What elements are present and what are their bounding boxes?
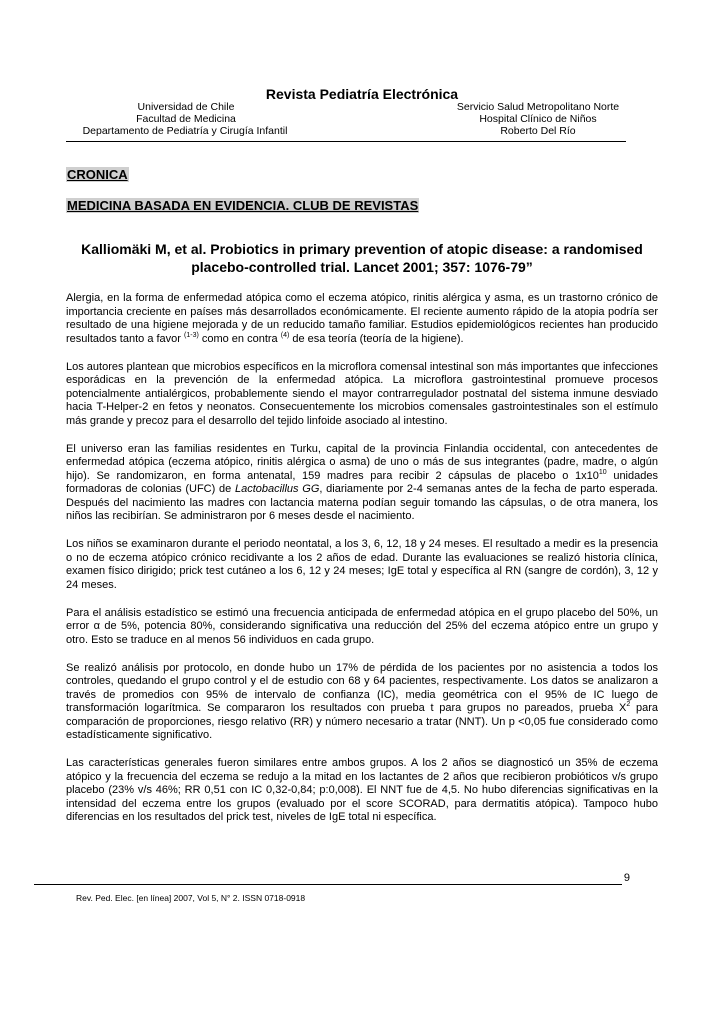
footer-divider [34,884,622,885]
section-heading: CRONICA [67,167,128,182]
paragraph-7: Las características generales fueron similares entre ambos grupos. A los 2 años se diagnosticó un 35% de eczema atópico y la frecuencia del eczema se redujo a la mitad en los lactantes de 2 años que recibieron probióticos v/s grupo placebo (23% v/s 46%; RR 0,51 con IC 0,32-0,84; p:0,008). El NNT fue de 4,5. No hubo diferencias significativas en la intensidad del eczema entre los grupos (evaluado por el score SCORAD, para dermatitis atópica). Tampoco hubo diferencias en los resultados del prick test, niveles de IgE total ni específica. [66,757,658,823]
header-left-line-2: Facultad de Medicina [136,113,236,125]
header-right-line-2: Hospital Clínico de Niños [479,113,597,125]
header-left-line-1: Universidad de Chile [137,101,235,113]
page-number: 9 [623,872,630,884]
paragraph-4: Los niños se examinaron durante el periodo neontatal, a los 3, 6, 12, 18 y 24 meses. El resultado a medir es la presencia o no de eczema atópico crónico recidivante a los 2 años de edad. Durante las evaluaciones se realizó historia clínica, examen físico dirigido; prick test cutáneo a los 6, 12 y 24 meses; IgE total y específica al RN (sangre de cordón), 3, 12 y 24 meses. [66,538,658,591]
article-body [66,292,658,839]
paragraph-1: Alergia, en la forma de enfermedad atópica como el eczema atópico, rinitis alérgica y asma, es un trastorno crónico de importancia creciente en países más desarrollados económicamente. El reciente aumento rápido de la atopia podría ser resultado de una higiene mejorada y de un reducido tamaño familiar. Estudios epidemiológicos recientes han producido resultados tanto a favor $^{(1-3)}$ como en contra $^{(4)}$ de esa teoría (teoría de la higiene). [66,292,658,345]
exponent-sup: 10 [598,468,607,476]
species-name: Lactobacillus GG [234,483,320,495]
article-title: Kalliomäki M, et al. Probiotics in primary prevention of atopic disease: a randomised placebo-controlled trial. Lancet 2001; 357: 1076-79” [81,241,643,275]
exponent-sup: 2 [626,701,631,708]
header-right-line-3: Roberto Del Río [500,125,576,137]
header-left-affiliation [66,101,306,137]
header-left-line-3: Departamento de Pediatría y Cirugía Infantil [82,125,288,137]
citation-sup: (4) [280,331,290,339]
paragraph-6: Se realizó análisis por protocolo, en donde hubo un 17% de pérdida de los pacientes por no asistencia a todos los controles, quedando el grupo control y el de estudio con 68 y 64 pacientes, respectivamente. Los datos se analizaron a través de promedios con 95% de intervalo de confianza (IC), media geométrica con el 95% de IC luego de transformación logarítmica. Se compararon los resultados con prueba t para grupos no pareados, prueba $X^2$ para comparación de proporciones, riesgo relativo (RR) y número necesario a tratar (NNT). Un p <0,05 fue considerado como estadísticamente significativo. [66,661,659,741]
header-right-affiliation [446,101,630,137]
subsection-heading: MEDICINA BASADA EN EVIDENCIA. CLUB DE REVISTAS [67,198,419,213]
header-divider [66,141,626,142]
citation-sup: (1-3) [184,331,199,339]
header-right-line-1: Servicio Salud Metropolitano Norte [456,101,620,113]
paragraph-3: El universo eran las familias residentes en Turku, capital de la provincia Finlandia occidental, con antecedentes de enfermedad atópica (eczema atópico, rinitis alérgica o asma) de uno o más de sus integrantes (padre, madre, o algún hijo). Se randomizaron, en forma antenatal, 159 madres para recibir 2 cápsulas de placebo o $1x10^{10}$ unidades formadoras de colonias (UFC) de Lactobacillus GG, diariamente por 2-4 semanas antes de la fecha de parto esperada. Después del nacimiento las madres con lactancia materna podían seguir tomando las cápsulas, o de otra manera, los niños las recibirían. Se administraron por 6 meses desde el nacimiento. [66,442,658,522]
paragraph-5: Para el análisis estadístico se estimó una frecuencia anticipada de enfermedad atópica en el grupo placebo del 50%, un error α de 5%, potencia 80%, considerando significativa una reducción del 25% del eczema atópico entre un grupo y otro. Esto se traduce en al menos 56 individuos en cada grupo. [66,606,658,646]
journal-title: Revista Pediatría Electrónica [265,86,459,102]
paragraph-2: Los autores plantean que microbios específicos en la microflora comensal intestinal son más importantes que infecciones esporádicas en la prevención de la enfermedad atópica. La microflora gastrointestinal promueve procesos potencialmente antialérgicos, probablemente siendo el mayor contrarregulador postnatal del sistema inmune desviado hacia T-Helper-2 en fetos y neonatos. Consecuentemente los microbios comensales gastrointestinales son el estímulo más grande y precoz para el desarrollo del tejido linfoide asociado al intestino. [66,360,658,427]
footer-citation: Rev. Ped. Elec. [en línea] 2007, Vol 5, N° 2. ISSN 0718-0918 [76,893,306,903]
